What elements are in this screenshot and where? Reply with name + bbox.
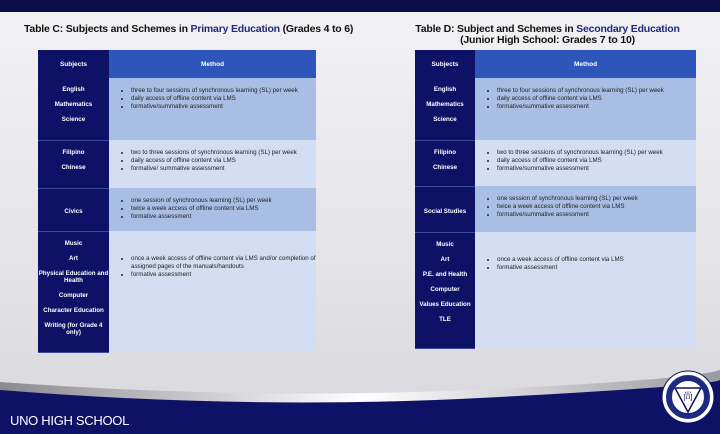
method-item: • twice a week access of offline content via LMS [131, 205, 316, 213]
subject-label: Chinese [432, 163, 458, 171]
subject-label: English [62, 86, 85, 93]
subject-label: Social Studies [423, 207, 467, 215]
table-row [38, 188, 316, 231]
method-item: • formative assessment [131, 213, 316, 221]
subjects-cell [415, 140, 475, 186]
subject-label: Character Education [43, 306, 104, 314]
subjects-cell [38, 231, 109, 352]
subject-label: Filipino [62, 148, 85, 156]
subject-label: Mathematics [426, 101, 464, 108]
method-item: • formative/summative assessment [497, 103, 696, 111]
subjects-cell [38, 78, 109, 140]
table-row [415, 78, 696, 140]
top-bar [0, 0, 720, 12]
subjects-header: Subjects [415, 50, 475, 78]
method-item: • formative assessment [497, 264, 696, 272]
method-cell [475, 186, 696, 232]
subject-label: Art [69, 254, 78, 262]
table-row [415, 232, 696, 348]
subjects-cell [38, 140, 109, 188]
method-item: • daily access of offline content via LMS [497, 95, 696, 103]
method-item: • once a week access of offline content via LMS and/or completion of assigned pages of the manuals/handouts [131, 255, 316, 271]
subject-label: Science [433, 116, 457, 123]
method-item: • twice a week access of offline content via LMS [497, 203, 696, 211]
school-name: UNO HIGH SCHOOL [10, 413, 130, 428]
method-item: • formative assessment [131, 271, 316, 279]
method-cell [475, 140, 696, 186]
method-cell [109, 140, 316, 188]
subject-label: Civics [64, 208, 83, 215]
table-row [38, 231, 316, 352]
method-item: • formative/ summative assessment [131, 165, 316, 173]
method-item: • three to four sessions of synchronous learning (SL) per week [497, 87, 696, 95]
method-item: • once a week access of offline content via LMS [497, 256, 696, 264]
method-header: Method [475, 50, 696, 78]
subject-label: P.E. and Health [422, 270, 468, 278]
subject-label: Writing (for Grade 4 only) [44, 321, 103, 336]
method-header: Method [109, 50, 316, 78]
method-cell [109, 231, 316, 352]
subject-label: Music [436, 240, 454, 248]
method-item: • three to four sessions of synchronous learning (SL) per week [131, 87, 316, 95]
method-item: • formative/summative assessment [497, 165, 696, 173]
svg-text:尚: 尚 [683, 392, 693, 403]
method-item: • daily access of offline content via LMS [497, 157, 696, 165]
subject-label: Music [64, 239, 83, 247]
table-d-title: Table D: Subject and Schemes in Secondary Education (Junior High School: Grades 7 to 10) [415, 23, 680, 46]
subject-label: English [433, 86, 457, 93]
method-cell [475, 78, 696, 140]
method-item: • two to three sessions of synchronous learning (SL) per week [497, 149, 696, 157]
subject-label: Science [61, 116, 86, 123]
subject-label: Art [440, 255, 450, 263]
method-item: • daily access of offline content via LMS [131, 95, 316, 103]
subjects-cell [415, 232, 475, 348]
method-item: • formative/summative assessment [497, 211, 696, 219]
school-logo [661, 370, 715, 424]
method-item: • two to three sessions of synchronous learning (SL) per week [131, 149, 316, 157]
subjects-header: Subjects [38, 50, 109, 78]
method-item: • one session of synchronous learning (SL) per week [131, 197, 316, 205]
table-c-title: Table C: Subjects and Schemes in Primary Education (Grades 4 to 6) [24, 23, 354, 35]
table-d [415, 50, 696, 349]
subject-label: Computer [58, 291, 89, 299]
subject-label: TLE [439, 315, 451, 323]
subject-label: Chinese [61, 163, 86, 171]
subject-label: Mathematics [54, 101, 93, 108]
method-item: • daily access of offline content via LMS [131, 157, 316, 165]
subjects-cell [415, 186, 475, 232]
method-cell [475, 232, 696, 348]
subject-label: Values Education [419, 300, 471, 308]
table-row [38, 140, 316, 188]
subject-label: Filipino [434, 148, 456, 156]
table-row [415, 186, 696, 232]
table-row [415, 140, 696, 186]
method-cell [109, 78, 316, 140]
method-cell [109, 188, 316, 231]
subjects-cell [415, 78, 475, 140]
subjects-cell [38, 188, 109, 231]
method-item: • formative/summative assessment [131, 103, 316, 111]
subject-label: Physical Education and Health [38, 269, 109, 284]
table-row [38, 78, 316, 140]
table-c [38, 50, 316, 353]
method-item: • one session of synchronous learning (SL) per week [497, 195, 696, 203]
subject-label: Computer [430, 285, 460, 293]
